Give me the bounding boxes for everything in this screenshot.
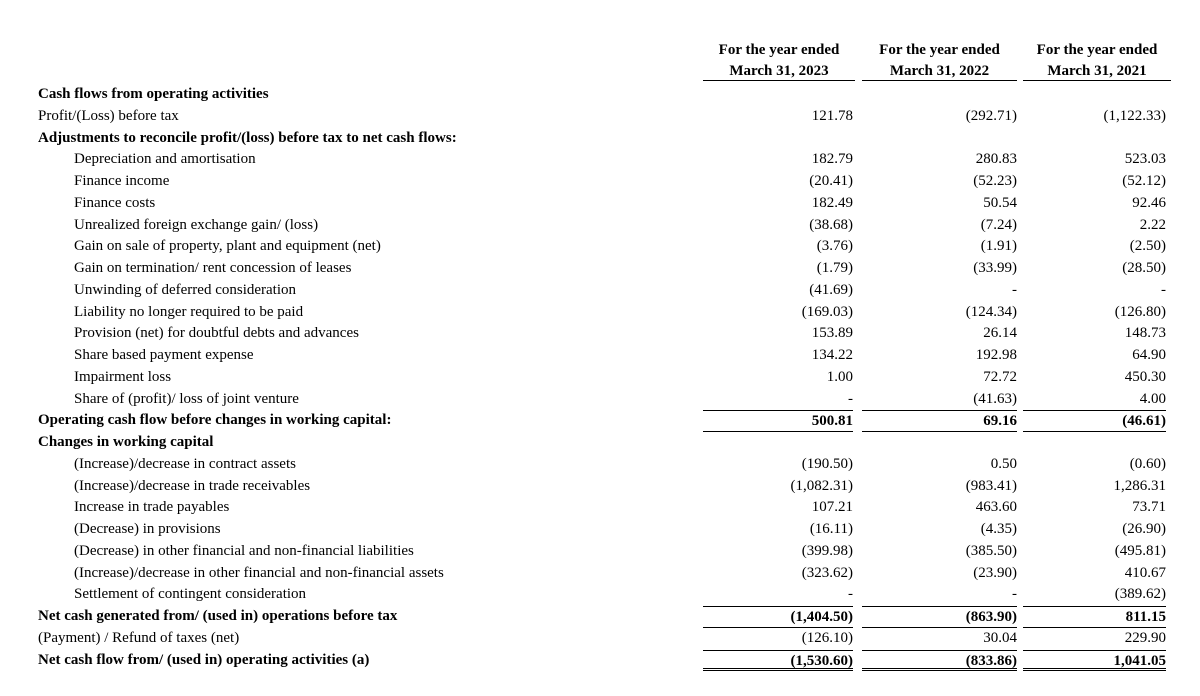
cell-fy2021 bbox=[1023, 432, 1166, 454]
column-header-line2: March 31, 2021 bbox=[1047, 63, 1147, 79]
cell-fy2021 bbox=[1023, 128, 1166, 150]
row-label: Adjustments to reconcile profit/(loss) before tax to net cash flows: bbox=[38, 129, 457, 146]
column-header-fy2022 bbox=[862, 40, 1017, 81]
table-row bbox=[0, 302, 1200, 324]
cell-fy2023 bbox=[703, 128, 853, 150]
table-row bbox=[0, 584, 1200, 606]
cell-fy2022 bbox=[862, 84, 1017, 106]
cell-fy2022: (4.35) bbox=[980, 521, 1017, 537]
row-label: (Increase)/decrease in trade receivables bbox=[74, 477, 311, 494]
table-row bbox=[0, 476, 1200, 498]
column-header-line1: For the year ended bbox=[1036, 42, 1158, 58]
cell-fy2021 bbox=[1023, 84, 1166, 106]
cell-fy2023: (126.10) bbox=[801, 629, 853, 646]
cell-fy2021: (495.81) bbox=[1114, 542, 1166, 559]
cell-fy2022 bbox=[862, 432, 1017, 454]
table-row bbox=[0, 149, 1200, 171]
cell-fy2021: 523.03 bbox=[1124, 151, 1166, 168]
cell-fy2021: 450.30 bbox=[1124, 368, 1166, 385]
cell-fy2023: (20.41) bbox=[809, 173, 853, 189]
row-label: Changes in working capital bbox=[38, 434, 214, 450]
cell-fy2023 bbox=[703, 432, 853, 454]
cell-fy2021: (1,122.33) bbox=[1103, 107, 1166, 124]
row-label: (Decrease) in other financial and non-financial liabilities bbox=[74, 542, 414, 559]
cell-fy2023: (399.98) bbox=[801, 542, 853, 559]
table-row bbox=[0, 563, 1200, 585]
cell-fy2021: (46.61) bbox=[1023, 410, 1166, 432]
cell-fy2023: 134.22 bbox=[811, 347, 853, 363]
table-row bbox=[0, 258, 1200, 280]
cell-fy2023: 121.78 bbox=[811, 107, 853, 124]
table-row bbox=[0, 541, 1200, 563]
table-row bbox=[0, 432, 1200, 454]
cell-fy2022: (124.34) bbox=[965, 303, 1017, 320]
cell-fy2023: (3.76) bbox=[816, 238, 853, 255]
cell-fy2021: 229.90 bbox=[1124, 629, 1166, 646]
cell-fy2021: 73.71 bbox=[1132, 499, 1166, 516]
table-row bbox=[0, 389, 1200, 411]
cell-fy2022: - bbox=[1012, 586, 1017, 603]
cell-fy2023: 153.89 bbox=[811, 325, 853, 342]
cell-fy2021: 811.15 bbox=[1023, 606, 1166, 628]
cell-fy2021: 1,286.31 bbox=[1113, 477, 1166, 494]
table-row bbox=[0, 106, 1200, 128]
row-label: Operating cash flow before changes in working capital: bbox=[38, 412, 392, 429]
table-row bbox=[0, 650, 1200, 672]
row-label: Finance costs bbox=[74, 194, 156, 211]
row-label: Unwinding of deferred consideration bbox=[74, 281, 297, 298]
row-label: Net cash flow from/ (used in) operating activities (a) bbox=[38, 651, 370, 668]
cell-fy2021: - bbox=[1161, 281, 1166, 298]
cell-fy2021: (26.90) bbox=[1122, 521, 1166, 537]
row-label: (Increase)/decrease in contract assets bbox=[74, 455, 296, 472]
cell-fy2022: (52.23) bbox=[973, 173, 1017, 189]
row-label: (Decrease) in provisions bbox=[74, 521, 221, 537]
cell-fy2022: (23.90) bbox=[973, 564, 1017, 581]
table-row bbox=[0, 128, 1200, 150]
row-label: Share based payment expense bbox=[74, 347, 254, 363]
cell-fy2023: (1.79) bbox=[816, 260, 853, 276]
cell-fy2022: (983.41) bbox=[965, 477, 1017, 494]
row-label: (Increase)/decrease in other financial and non-financial assets bbox=[74, 564, 444, 581]
table-row bbox=[0, 454, 1200, 476]
cell-fy2022: (292.71) bbox=[965, 107, 1017, 124]
table-row bbox=[0, 628, 1200, 650]
cell-fy2022: (41.63) bbox=[973, 390, 1017, 407]
row-label: Gain on sale of property, plant and equipment (net) bbox=[74, 238, 381, 255]
cell-fy2022: (385.50) bbox=[965, 542, 1017, 559]
table-row bbox=[0, 410, 1200, 432]
cell-fy2021: (52.12) bbox=[1122, 173, 1166, 189]
row-label: Net cash generated from/ (used in) operations before tax bbox=[38, 608, 398, 624]
column-header-fy2023 bbox=[703, 40, 855, 81]
cell-fy2021: 2.22 bbox=[1139, 216, 1166, 233]
row-label: Gain on termination/ rent concession of leases bbox=[74, 260, 352, 276]
cell-fy2023: 500.81 bbox=[703, 410, 853, 432]
table-row bbox=[0, 171, 1200, 193]
cell-fy2021: 92.46 bbox=[1132, 194, 1166, 211]
cell-fy2021: (389.62) bbox=[1114, 586, 1166, 603]
cell-fy2022: (1.91) bbox=[980, 238, 1017, 255]
cell-fy2021: 4.00 bbox=[1139, 390, 1166, 407]
column-header-line2: March 31, 2023 bbox=[729, 63, 829, 79]
cell-fy2021: (0.60) bbox=[1129, 455, 1166, 472]
column-header-fy2021 bbox=[1023, 40, 1171, 81]
table-row bbox=[0, 345, 1200, 367]
cell-fy2022: (7.24) bbox=[980, 216, 1017, 233]
cell-fy2021: 148.73 bbox=[1124, 325, 1166, 342]
cell-fy2023: (169.03) bbox=[801, 303, 853, 320]
cell-fy2022: - bbox=[1012, 281, 1017, 298]
row-label: Liability no longer required to be paid bbox=[74, 303, 304, 320]
table-row bbox=[0, 215, 1200, 237]
cell-fy2022: (33.99) bbox=[973, 260, 1017, 276]
row-label: Depreciation and amortisation bbox=[74, 151, 256, 168]
cell-fy2023: 1.00 bbox=[826, 368, 853, 385]
cell-fy2023: (38.68) bbox=[809, 216, 853, 233]
column-header-line1: For the year ended bbox=[718, 42, 840, 58]
row-label: Profit/(Loss) before tax bbox=[38, 107, 179, 124]
cell-fy2023: (16.11) bbox=[809, 521, 853, 537]
cash-flow-table bbox=[0, 84, 1200, 671]
cell-fy2023 bbox=[703, 84, 853, 106]
table-row bbox=[0, 236, 1200, 258]
table-row bbox=[0, 84, 1200, 106]
cell-fy2022: 463.60 bbox=[975, 499, 1017, 516]
row-label: Settlement of contingent consideration bbox=[74, 586, 307, 603]
row-label: Unrealized foreign exchange gain/ (loss) bbox=[74, 216, 319, 233]
cell-fy2021: 64.90 bbox=[1132, 347, 1166, 363]
row-label: Impairment loss bbox=[74, 368, 172, 385]
table-row bbox=[0, 323, 1200, 345]
row-label: Share of (profit)/ loss of joint venture bbox=[74, 390, 299, 407]
cell-fy2022: 72.72 bbox=[983, 368, 1017, 385]
cell-fy2021: 410.67 bbox=[1124, 564, 1166, 581]
cell-fy2022: (863.90) bbox=[862, 606, 1017, 628]
row-label: Finance income bbox=[74, 173, 170, 189]
row-label: (Payment) / Refund of taxes (net) bbox=[38, 629, 240, 646]
table-row bbox=[0, 497, 1200, 519]
cell-fy2023: - bbox=[848, 390, 853, 407]
cell-fy2023: - bbox=[848, 586, 853, 603]
cell-fy2021: (2.50) bbox=[1129, 238, 1166, 255]
cell-fy2021: (126.80) bbox=[1114, 303, 1166, 320]
cell-fy2022: 50.54 bbox=[983, 194, 1017, 211]
cell-fy2022: 0.50 bbox=[990, 455, 1017, 472]
cell-fy2023: (190.50) bbox=[801, 455, 853, 472]
table-row bbox=[0, 367, 1200, 389]
cell-fy2023: 107.21 bbox=[811, 499, 853, 516]
cell-fy2022: 192.98 bbox=[975, 347, 1017, 363]
cell-fy2022: (833.86) bbox=[862, 650, 1017, 672]
row-label: Cash flows from operating activities bbox=[38, 86, 269, 102]
cell-fy2023: (323.62) bbox=[801, 564, 853, 581]
table-row bbox=[0, 606, 1200, 628]
cell-fy2023: (41.69) bbox=[809, 281, 853, 298]
cell-fy2023: (1,082.31) bbox=[790, 477, 853, 494]
cell-fy2021: (28.50) bbox=[1122, 260, 1166, 276]
cell-fy2023: 182.49 bbox=[811, 194, 853, 211]
cell-fy2022: 280.83 bbox=[975, 151, 1017, 168]
row-label: Increase in trade payables bbox=[74, 499, 230, 516]
cell-fy2022: 30.04 bbox=[983, 629, 1017, 646]
cell-fy2022 bbox=[862, 128, 1017, 150]
table-row bbox=[0, 280, 1200, 302]
cell-fy2022: 26.14 bbox=[983, 325, 1017, 342]
table-row bbox=[0, 193, 1200, 215]
table-row bbox=[0, 519, 1200, 541]
cell-fy2023: (1,530.60) bbox=[703, 650, 853, 672]
cell-fy2022: 69.16 bbox=[862, 410, 1017, 432]
row-label: Provision (net) for doubtful debts and advances bbox=[74, 325, 359, 342]
cell-fy2021: 1,041.05 bbox=[1023, 650, 1166, 672]
column-header-line2: March 31, 2022 bbox=[889, 63, 990, 79]
cell-fy2023: (1,404.50) bbox=[703, 606, 853, 628]
column-header-line1: For the year ended bbox=[879, 42, 1000, 58]
cell-fy2023: 182.79 bbox=[811, 151, 853, 168]
